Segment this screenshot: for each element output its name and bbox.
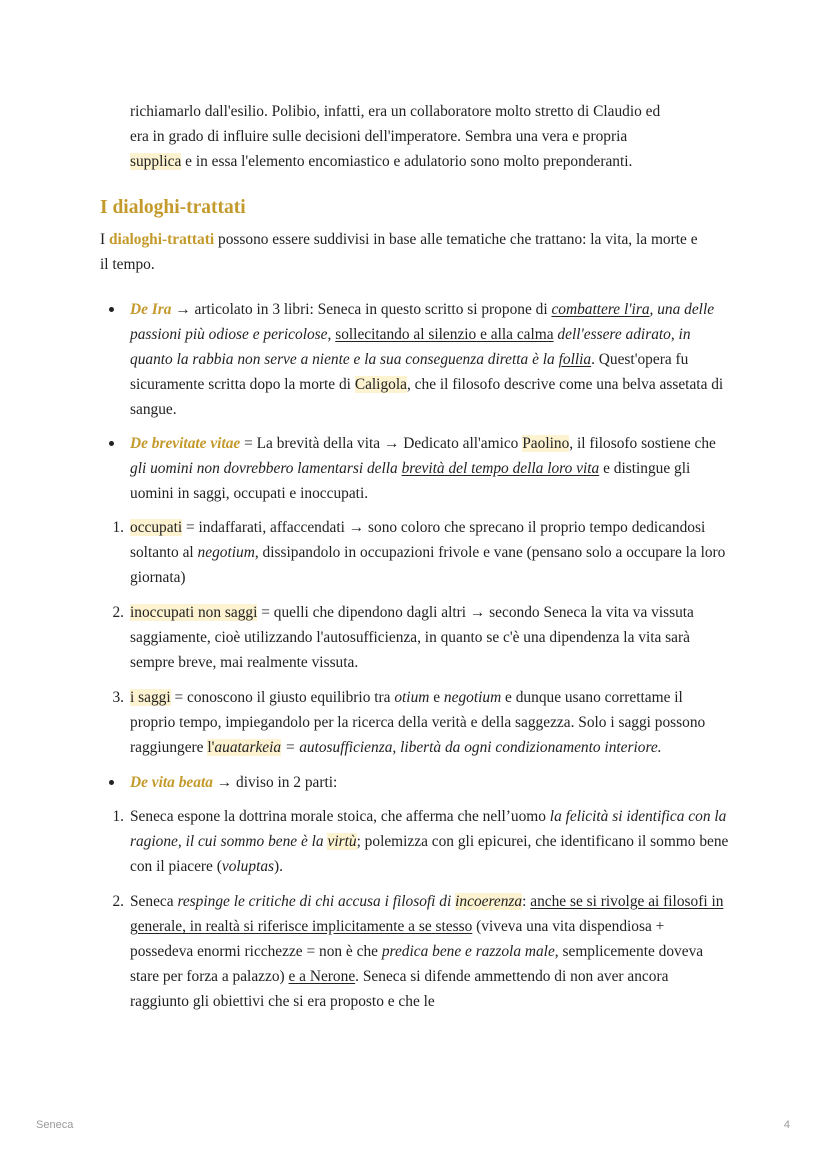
list-item-de-ira: De Ira → articolato in 3 libri: Seneca in questo scritto si propone di combattere l'ira, una delle passioni più odiose e pericolose, sollecitando al silenzio e alla calma dell'essere adirato, in quanto la rabbia non serve a niente e la sua conseguenza diretta è la follia. Quest'opera fu sicuramente scritta dopo la morte di Caligola, che il filosofo descrive come una belva assetata di sangue. (100, 297, 735, 422)
section-heading: I dialoghi-trattati (100, 197, 246, 218)
bullet-dot (109, 441, 114, 446)
numbered-item-inoccupati: 2. inoccupati non saggi = quelli che dipendono dagli altri → secondo Seneca la vita va vissuta saggiamente, cioè utilizzando l'autosufficienza, in quanto se c'è una dipendenza la vita sarà sempre breve, mai realmente vissuta. (112, 604, 694, 671)
numbered-item-vita-2: 2. Seneca respinge le critiche di chi accusa i filosofi di incoerenza: anche se si rivolge ai filosofi in generale, in realtà si riferisce implicitamente a se stesso (viveva una vita dispendiosa + possedeva enormi ricchezze = non è che predica bene e razzola male, semplicemente doveva stare per forza a palazzo) e a Nerone. Seneca si difende ammettendo di non aver ancora raggiunto gli obiettivi che si era proposto e che le (112, 893, 724, 1010)
bullet-dot (109, 307, 114, 312)
bullet-dot (109, 780, 114, 785)
intro-line-3: e in essa l'elemento encomiastico e adulatorio sono molto preponderanti. (181, 153, 633, 170)
title-de-brevitate-vitae: De brevitate vitae (130, 435, 241, 452)
document-page (100, 99, 740, 1014)
numbered-item-occupati: 1. occupati = indaffarati, affaccendati → sono coloro che sprecano il proprio tempo dedicandosi soltanto al negotium, dissipandolo in occupazioni frivole e vane (pensano solo a occupare la loro giornata) (112, 519, 726, 586)
highlight-caligola: Caligola (354, 376, 407, 393)
intro-line-2: era in grado di influire sulle decisioni dell'imperatore. Sembra una vera e propria (130, 128, 628, 145)
intro-line-1: richiamarlo dall'esilio. Polibio, infatti, era un collaboratore molto stretto di Claudio ed (130, 103, 661, 120)
intro-paragraph (130, 99, 740, 174)
title-de-ira: De Ira (130, 301, 172, 318)
footer-page-number: 4 (783, 1119, 790, 1131)
highlight-supplica: supplica (130, 153, 182, 170)
footer-doc-title: Seneca (36, 1119, 74, 1131)
numbered-item-saggi: 3. i saggi = conoscono il giusto equilibrio tra otium e negotium e dunque usano correttame il proprio tempo, impiegandolo per la ricerca della verità e della saggezza. Solo i saggi possono raggiungere l'auatarkeia = autosufficienza, libertà da ogni condizionamento interiore. (112, 689, 706, 756)
list-item-de-brevitate-vitae: De brevitate vitae = La brevità della vita → Dedicato all'amico Paolino, il filosofo sostiene che gli uomini non dovrebbero lamentarsi della brevità del tempo della loro vita e distingue gli uomini in saggi, occupati e inoccupati. (100, 431, 735, 506)
title-de-vita-beata: De vita beata (130, 774, 213, 791)
highlight-paolino: Paolino (522, 435, 570, 452)
list-item-de-vita-beata: De vita beata → diviso in 2 parti: (100, 770, 730, 795)
numbered-item-vita-1: 1. Seneca espone la dottrina morale stoica, che afferma che nell’uomo la felicità si identifica con la ragione, il cui sommo bene è la virtù; polemizza con gli epicurei, che identificano il sommo bene con il piacere (voluptas). (112, 808, 729, 875)
highlight-dialoghi-trattati: dialoghi-trattati (108, 231, 215, 248)
section-intro: I dialoghi-trattati possono essere suddivisi in base alle tematiche che trattano: la vita, la morte e il tempo. (100, 231, 698, 273)
